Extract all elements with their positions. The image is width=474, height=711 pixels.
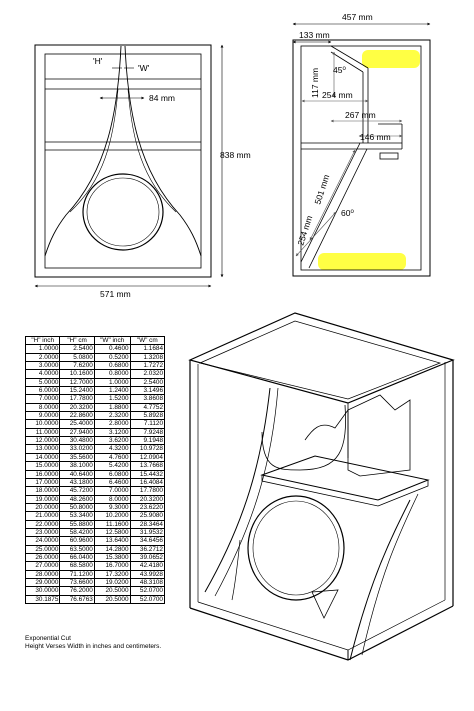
table-cell: 25.4000	[60, 420, 94, 428]
table-cell: 39.0652	[130, 553, 164, 561]
table-row	[26, 437, 165, 445]
table-cell: 7.0000	[94, 487, 130, 495]
side-slant-panel	[309, 149, 367, 268]
table-cell: 43.9928	[130, 570, 164, 578]
table-cell: 60.9600	[60, 537, 94, 545]
table-cell: 7.0000	[26, 395, 60, 403]
table-row	[26, 562, 165, 570]
angle-bottom: 60$^o$	[341, 208, 354, 218]
table-cell: 16.0000	[26, 470, 60, 478]
table-cell: 24.0000	[26, 537, 60, 545]
table-row	[26, 395, 165, 403]
table-cell: 30.0000	[26, 587, 60, 595]
table-row	[26, 528, 165, 536]
iso-exponential-cut	[348, 395, 410, 476]
table-row	[26, 537, 165, 545]
table-cell: 20.5000	[94, 595, 130, 603]
iso-shelf	[262, 456, 428, 500]
inner-dimension: 146 mm	[360, 132, 391, 142]
label-h: 'H'	[93, 56, 103, 66]
table-cell: 38.1000	[60, 462, 94, 470]
horn-inner-right	[128, 89, 176, 212]
table-cell: 8.0000	[26, 403, 60, 411]
iso-top-face	[190, 313, 453, 403]
table-cell: 48.2600	[60, 495, 94, 503]
table-cell: 11.1600	[94, 520, 130, 528]
table-row	[26, 553, 165, 561]
exponential-cut-table	[25, 336, 165, 604]
table-cell: 15.0000	[26, 462, 60, 470]
table-cell: 10.2000	[94, 512, 130, 520]
table-cell: 0.6800	[94, 362, 130, 370]
table-cell: 8.0000	[94, 495, 130, 503]
front-outer-frame	[35, 45, 211, 277]
table-row	[26, 353, 165, 361]
table-cell: 5.8928	[130, 412, 164, 420]
iso-speaker-cutout	[248, 496, 344, 600]
table-cell: 17.7800	[130, 487, 164, 495]
table-cell: 28.3464	[130, 520, 164, 528]
table-cell: 63.5000	[60, 545, 94, 553]
table-caption-subtitle: Height Verses Width in inches and centimeters.	[25, 643, 162, 650]
table-cell: 12.5800	[94, 528, 130, 536]
table-cell: 25.0000	[26, 545, 60, 553]
table-row	[26, 587, 165, 595]
table-cell: 27.0000	[26, 562, 60, 570]
width-dimension: 571 mm	[100, 289, 131, 299]
table-cell: 1.0000	[26, 345, 60, 353]
table-cell: 40.6400	[60, 470, 94, 478]
table-cell: 19.0000	[26, 495, 60, 503]
speaker-cutout	[83, 174, 163, 250]
table-cell: 4.0000	[26, 370, 60, 378]
col-w-inch: "W" inch	[94, 337, 130, 345]
table-row	[26, 403, 165, 411]
front-inner-frame	[45, 54, 201, 268]
table-cell: 35.5600	[60, 453, 94, 461]
table-cell: 66.0400	[60, 553, 94, 561]
label-w: 'W'	[138, 63, 150, 73]
table-cell: 2.5400	[60, 345, 94, 353]
table-cell: 29.0000	[26, 578, 60, 586]
side-highlight-bottom	[318, 253, 406, 270]
table-cell: 43.1800	[60, 478, 94, 486]
table-cell: 3.0000	[26, 362, 60, 370]
table-row	[26, 503, 165, 511]
table-cell: 11.0000	[26, 428, 60, 436]
table-row	[26, 362, 165, 370]
table-cell: 14.2800	[94, 545, 130, 553]
table-row	[26, 345, 165, 353]
table-cell: 1.7272	[130, 362, 164, 370]
table-cell: 52.0700	[130, 595, 164, 603]
table-cell: 2.0320	[130, 370, 164, 378]
table-cell: 5.4200	[94, 462, 130, 470]
table-cell: 15.3800	[94, 553, 130, 561]
table-cell: 9.1948	[130, 437, 164, 445]
shelf-dimension: 254 mm	[322, 90, 353, 100]
table-cell: 3.6200	[94, 437, 130, 445]
table-row	[26, 420, 165, 428]
table-cell: 34.6456	[130, 537, 164, 545]
table-cell: 71.1200	[60, 570, 94, 578]
mid-dimension: 267 mm	[345, 110, 376, 120]
table-caption-title: Exponential Cut	[25, 635, 71, 642]
table-cell: 10.1600	[60, 370, 94, 378]
table-cell: 9.3000	[94, 503, 130, 511]
table-cell: 2.8000	[94, 420, 130, 428]
table-cell: 1.1684	[130, 345, 164, 353]
table-cell: 1.2400	[94, 387, 130, 395]
speaker-cutout-inner	[87, 178, 159, 246]
table-cell: 30.4800	[60, 437, 94, 445]
table-cell: 20.0000	[26, 503, 60, 511]
throat-dimension: 84 mm	[149, 93, 175, 103]
table-cell: 16.4084	[130, 478, 164, 486]
table-cell: 13.6400	[94, 537, 130, 545]
height-dimension: 838 mm	[220, 150, 251, 160]
table-cell: 12.0000	[26, 437, 60, 445]
table-cell: 42.4180	[130, 562, 164, 570]
table-cell: 1.0000	[94, 378, 130, 386]
table-cell: 26.0000	[26, 553, 60, 561]
table-cell: 31.9532	[130, 528, 164, 536]
table-cell: 3.1200	[94, 428, 130, 436]
table-cell: 76.6763	[60, 595, 94, 603]
table-cell: 6.0800	[94, 470, 130, 478]
table-cell: 17.0000	[26, 478, 60, 486]
horn-flare-left	[45, 46, 121, 256]
col-h-inch: "H" inch	[26, 337, 60, 345]
table-cell: 68.5800	[60, 562, 94, 570]
table-cell: 6.4600	[94, 478, 130, 486]
table-row	[26, 378, 165, 386]
isometric-view	[190, 313, 453, 660]
table-cell: 7.6200	[60, 362, 94, 370]
horn-flare-right	[125, 46, 201, 256]
table-row	[26, 445, 165, 453]
table-row	[26, 470, 165, 478]
table-cell: 0.4600	[94, 345, 130, 353]
table-cell: 2.3200	[94, 412, 130, 420]
table-cell: 9.0000	[26, 412, 60, 420]
slant-dimension: 501 mm	[312, 173, 332, 206]
table-cell: 3.8608	[130, 395, 164, 403]
table-cell: 2.0000	[26, 353, 60, 361]
table-cell: 52.0700	[130, 587, 164, 595]
table-cell: 28.0000	[26, 570, 60, 578]
table-row	[26, 462, 165, 470]
iso-slant-baffle	[350, 500, 410, 660]
table-row	[26, 487, 165, 495]
back-dimension: 133 mm	[299, 30, 330, 40]
table-cell: 13.7668	[130, 462, 164, 470]
table-row	[26, 495, 165, 503]
table-cell: 76.2000	[60, 587, 94, 595]
table-cell: 23.0000	[26, 528, 60, 536]
table-row	[26, 578, 165, 586]
side-highlight-top	[362, 50, 420, 68]
table-cell: 36.2712	[130, 545, 164, 553]
col-h-cm: "H" cm	[60, 337, 94, 345]
table-cell: 10.9728	[130, 445, 164, 453]
table-row	[26, 428, 165, 436]
table-cell: 2.5400	[130, 378, 164, 386]
table-cell: 6.0000	[26, 387, 60, 395]
table-cell: 33.0200	[60, 445, 94, 453]
table-cell: 48.3108	[130, 578, 164, 586]
side-slant-panel	[301, 143, 360, 262]
table-cell: 15.4432	[130, 470, 164, 478]
table-cell: 13.0000	[26, 445, 60, 453]
table-cell: 1.8800	[94, 403, 130, 411]
table-cell: 15.2400	[60, 387, 94, 395]
table-cell: 27.9400	[60, 428, 94, 436]
table-cell: 22.8600	[60, 412, 94, 420]
upper-height-dimension: 117 mm	[310, 67, 320, 98]
iso-bottom	[190, 606, 453, 660]
table-row	[26, 387, 165, 395]
table-row	[26, 370, 165, 378]
table-cell: 45.7200	[60, 487, 94, 495]
table-cell: 7.1120	[130, 420, 164, 428]
table-row	[26, 478, 165, 486]
table-cell: 20.5000	[94, 587, 130, 595]
table-cell: 1.3208	[130, 353, 164, 361]
table-cell: 25.9080	[130, 512, 164, 520]
table-cell: 4.7600	[94, 453, 130, 461]
table-cell: 4.3200	[94, 445, 130, 453]
table-row	[26, 595, 165, 603]
table-cell: 5.0800	[60, 353, 94, 361]
table-row	[26, 453, 165, 461]
table-cell: 23.6220	[130, 503, 164, 511]
table-cell: 12.0904	[130, 453, 164, 461]
table-cell: 20.3200	[60, 403, 94, 411]
table-cell: 4.7752	[130, 403, 164, 411]
lower-slant-dimension: 254 mm	[295, 214, 315, 247]
top-dimension: 457 mm	[342, 12, 373, 22]
table-cell: 21.0000	[26, 512, 60, 520]
table-row	[26, 412, 165, 420]
table-cell: 1.5200	[94, 395, 130, 403]
table-cell: 0.5200	[94, 353, 130, 361]
table-row	[26, 512, 165, 520]
table-cell: 17.3200	[94, 570, 130, 578]
table-cell: 58.4200	[60, 528, 94, 536]
table-cell: 18.0000	[26, 487, 60, 495]
side-small-block	[380, 153, 398, 159]
table-cell: 30.1875	[26, 595, 60, 603]
table-cell: 55.8800	[60, 520, 94, 528]
table-cell: 14.0000	[26, 453, 60, 461]
table-cell: 10.0000	[26, 420, 60, 428]
table-row	[26, 545, 165, 553]
table-cell: 3.1496	[130, 387, 164, 395]
table-header-row	[26, 337, 165, 345]
table-row	[26, 570, 165, 578]
table-cell: 50.8000	[60, 503, 94, 511]
table-row	[26, 520, 165, 528]
col-w-cm: "W" cm	[130, 337, 164, 345]
table-cell: 5.0000	[26, 378, 60, 386]
table-cell: 17.7800	[60, 395, 94, 403]
angle-top: 45$^o$	[333, 65, 346, 75]
table-cell: 22.0000	[26, 520, 60, 528]
table-cell: 53.3400	[60, 512, 94, 520]
horn-inner-left	[70, 89, 118, 212]
table-cell: 12.7000	[60, 378, 94, 386]
table-cell: 7.9248	[130, 428, 164, 436]
table-cell: 0.8000	[94, 370, 130, 378]
table-cell: 20.3200	[130, 495, 164, 503]
table-cell: 73.6600	[60, 578, 94, 586]
table-cell: 16.7000	[94, 562, 130, 570]
table-cell: 19.0200	[94, 578, 130, 586]
